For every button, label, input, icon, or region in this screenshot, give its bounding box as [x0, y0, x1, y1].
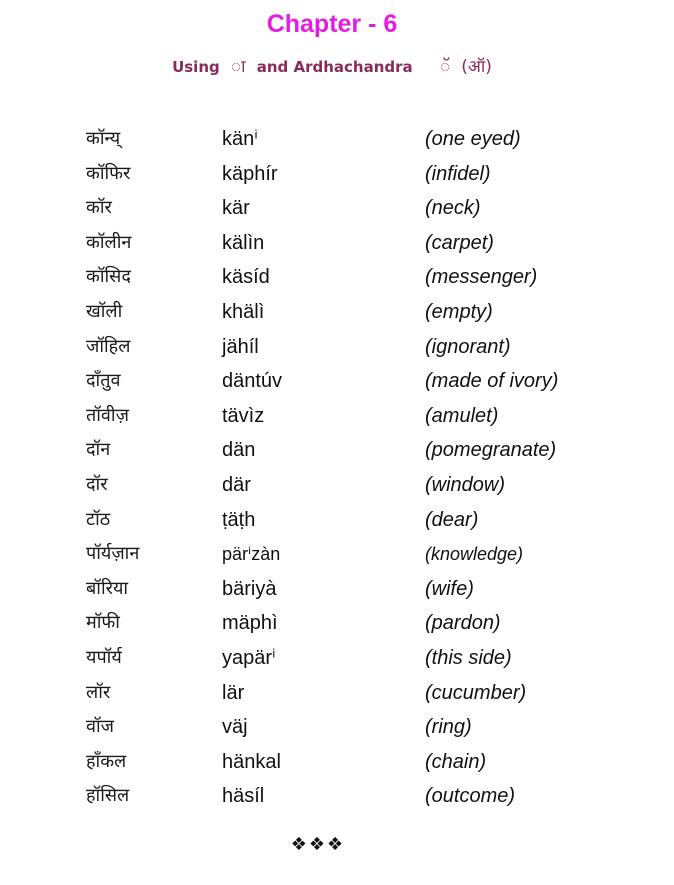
transliteration: käphír: [222, 162, 278, 185]
english-meaning: (neck): [425, 197, 481, 220]
english-meaning: (messenger): [425, 266, 538, 289]
kashmiri-word: कॉन्य्: [86, 128, 121, 149]
english-meaning: (ring): [425, 716, 472, 739]
transliteration: pärⁱzàn: [222, 544, 281, 565]
transliteration: lär: [222, 681, 245, 704]
list-item: [0, 295, 674, 330]
list-item: [0, 676, 674, 711]
transliteration: bäriyà: [222, 577, 277, 600]
list-item: [0, 122, 674, 157]
list-item: [0, 641, 674, 676]
kashmiri-word: दॉन: [86, 439, 111, 461]
kashmiri-word: हॉसिल: [86, 785, 130, 807]
transliteration: tävìz: [222, 404, 265, 427]
english-meaning: (outcome): [425, 785, 516, 808]
kashmiri-word: जॉहिल: [86, 335, 131, 357]
kashmiri-word: कॉर: [86, 197, 112, 219]
subtitle-prefix: Using: [172, 58, 220, 76]
english-meaning: (infidel): [425, 162, 491, 185]
english-meaning: (amulet): [425, 404, 499, 427]
transliteration: käsíd: [222, 266, 270, 289]
english-meaning: (this side): [425, 646, 512, 669]
list-item: [0, 226, 674, 261]
list-item: [0, 745, 674, 780]
list-item: [0, 157, 674, 192]
transliteration: häsíl: [222, 785, 265, 808]
list-item: [0, 260, 674, 295]
list-item: [0, 503, 674, 538]
kashmiri-word: यपॉर्य: [86, 646, 122, 668]
list-item: [0, 191, 674, 226]
chandra-sign: ॅ: [439, 57, 451, 77]
list-item: [0, 468, 674, 503]
english-meaning: (dear): [425, 508, 479, 531]
kashmiri-word: कॉसिद: [86, 266, 131, 288]
ornament-divider-icon: ❖❖❖: [290, 834, 346, 855]
kashmiri-word: लॉर: [86, 681, 111, 703]
english-meaning: (knowledge): [425, 544, 524, 565]
transliteration: ṭäṭh: [222, 508, 256, 531]
english-meaning: (ignorant): [425, 335, 511, 358]
english-meaning: (wife): [425, 577, 474, 600]
english-meaning: (cucumber): [425, 681, 527, 704]
transliteration: hänkal: [222, 750, 281, 773]
kashmiri-word: दाँतुव: [86, 370, 121, 392]
kashmiri-word: बॉरिया: [86, 577, 129, 599]
aa-matra-sign: ा: [230, 57, 246, 77]
english-meaning: (chain): [425, 750, 487, 773]
list-item: [0, 330, 674, 365]
chapter-subtitle: [0, 56, 664, 78]
transliteration: väj: [222, 716, 248, 739]
kashmiri-word: तॉवीज़: [86, 404, 129, 426]
transliteration: khälì: [222, 300, 265, 323]
kashmiri-word: हाँकल: [86, 750, 127, 772]
list-item: [0, 399, 674, 434]
english-meaning: (made of ivory): [425, 370, 559, 393]
kashmiri-word: कॉफिर: [86, 162, 131, 184]
kashmiri-word: दॉर: [86, 473, 108, 495]
english-meaning: (pomegranate): [425, 439, 557, 462]
transliteration: dän: [222, 439, 256, 462]
kashmiri-word: मॉफी: [86, 612, 120, 634]
list-item: [0, 710, 674, 745]
chapter-title: Chapter - 6: [266, 10, 398, 38]
english-meaning: (window): [425, 473, 506, 496]
list-item: [0, 572, 674, 607]
kashmiri-word: खॉली: [86, 300, 123, 322]
english-meaning: (one eyed): [425, 128, 521, 150]
subtitle-example: (ऑ): [461, 57, 492, 77]
transliteration: känⁱ: [222, 128, 258, 150]
subtitle-middle: and Ardhachandra: [256, 58, 413, 76]
english-meaning: (pardon): [425, 612, 501, 635]
kashmiri-word: टॉठ: [86, 508, 111, 530]
vocabulary-list: [0, 122, 674, 814]
transliteration: däntúv: [222, 370, 283, 393]
list-item: [0, 364, 674, 399]
english-meaning: (empty): [425, 300, 493, 323]
list-item: [0, 606, 674, 641]
transliteration: jähíl: [222, 335, 259, 358]
kashmiri-word: कॉलीन: [86, 231, 132, 253]
transliteration: kär: [222, 197, 250, 220]
transliteration: yapärⁱ: [222, 646, 276, 669]
kashmiri-word: वॉज: [86, 716, 115, 738]
list-item: [0, 779, 674, 814]
transliteration: kälìn: [222, 231, 265, 254]
transliteration: där: [222, 473, 251, 496]
list-item: [0, 433, 674, 468]
transliteration: mäphì: [222, 612, 278, 635]
english-meaning: (carpet): [425, 231, 494, 254]
list-item: [0, 537, 674, 572]
kashmiri-word: पॉर्यज़ान: [86, 543, 140, 565]
